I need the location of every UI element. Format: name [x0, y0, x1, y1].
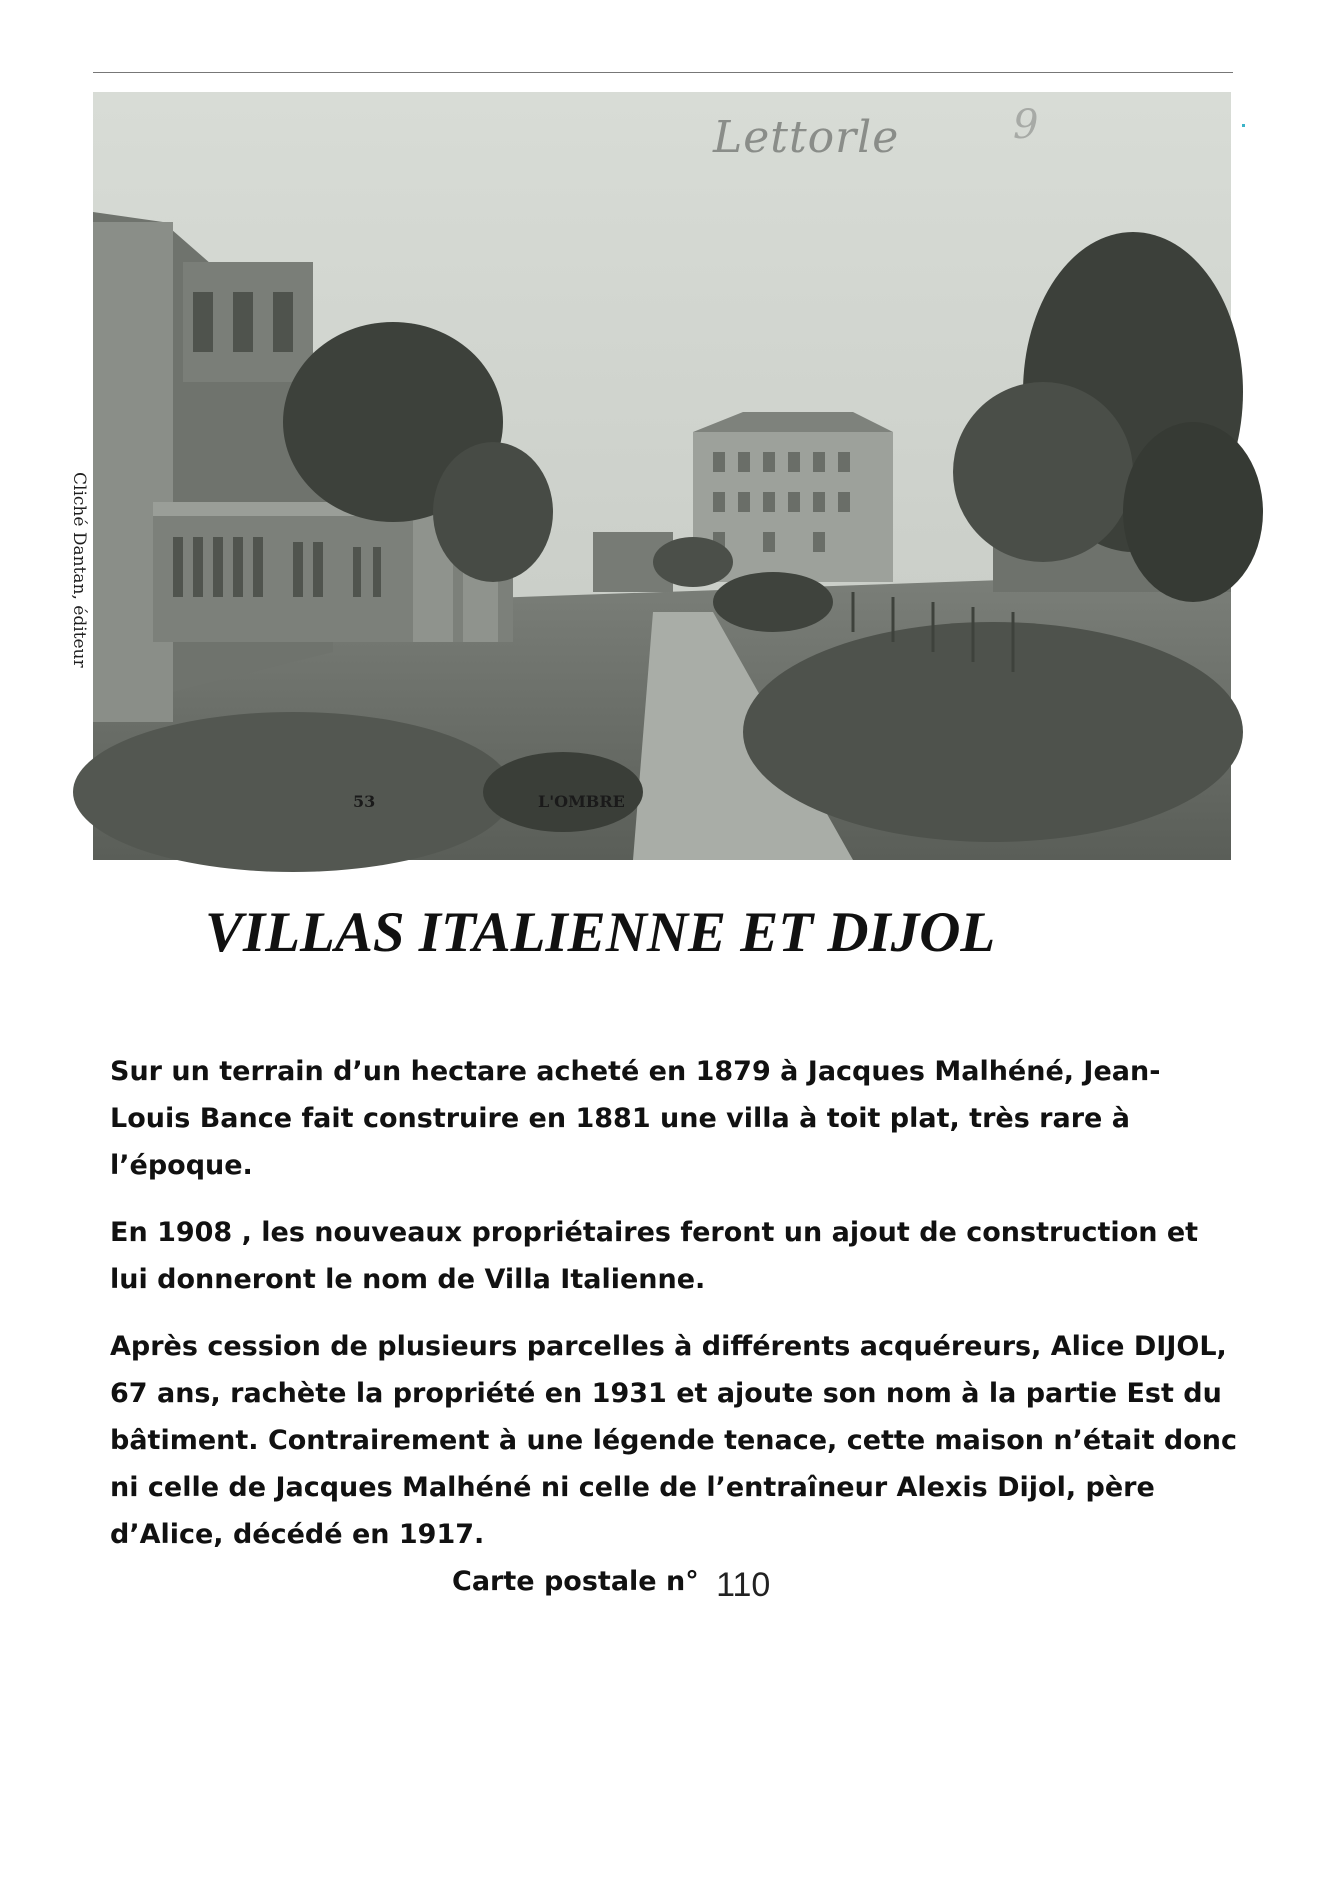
- postcard-photo: [69, 92, 1231, 860]
- caption-number: 53: [353, 792, 376, 811]
- top-rule: [93, 72, 1233, 73]
- body-text: [110, 1048, 1240, 1578]
- postcard-number: 110: [716, 1566, 771, 1604]
- side-imprint: Cliché Dantan, éditeur: [69, 472, 89, 668]
- page-title: VILLAS ITALIENNE ET DIJOL: [205, 901, 996, 964]
- scan-speck: [1242, 124, 1245, 127]
- paragraph-3: Après cession de plusieurs parcelles à différents acquéreurs, Alice DIJOL, 67 ans, rachète la propriété en 1931 et ajoute son nom à la partie Est du bâtiment. Contrairement à une légende tenace, cette maison n’était donc ni celle de Jacques Malhéné ni celle de l’entraîneur Alexis Dijol, père d’Alice, décédé en 1917.: [110, 1331, 1237, 1550]
- handwritten-note: Lettorle: [713, 112, 900, 163]
- corner-mark: 9: [1013, 102, 1039, 148]
- postcard-number-line: [452, 1566, 770, 1605]
- paragraph-1: Sur un terrain d’un hectare acheté en 1879 à Jacques Malhéné, Jean-Louis Bance fait construire en 1881 une villa à toit plat, très rare à l’époque.: [110, 1056, 1161, 1181]
- paragraph-2: En 1908 , les nouveaux propriétaires feront un ajout de construction et lui donneront le nom de Villa Italienne.: [110, 1217, 1199, 1295]
- caption-place: L'OMBRE: [538, 792, 625, 811]
- photo-scene: [93, 92, 1231, 860]
- postcard-label: Carte postale n°: [452, 1566, 699, 1597]
